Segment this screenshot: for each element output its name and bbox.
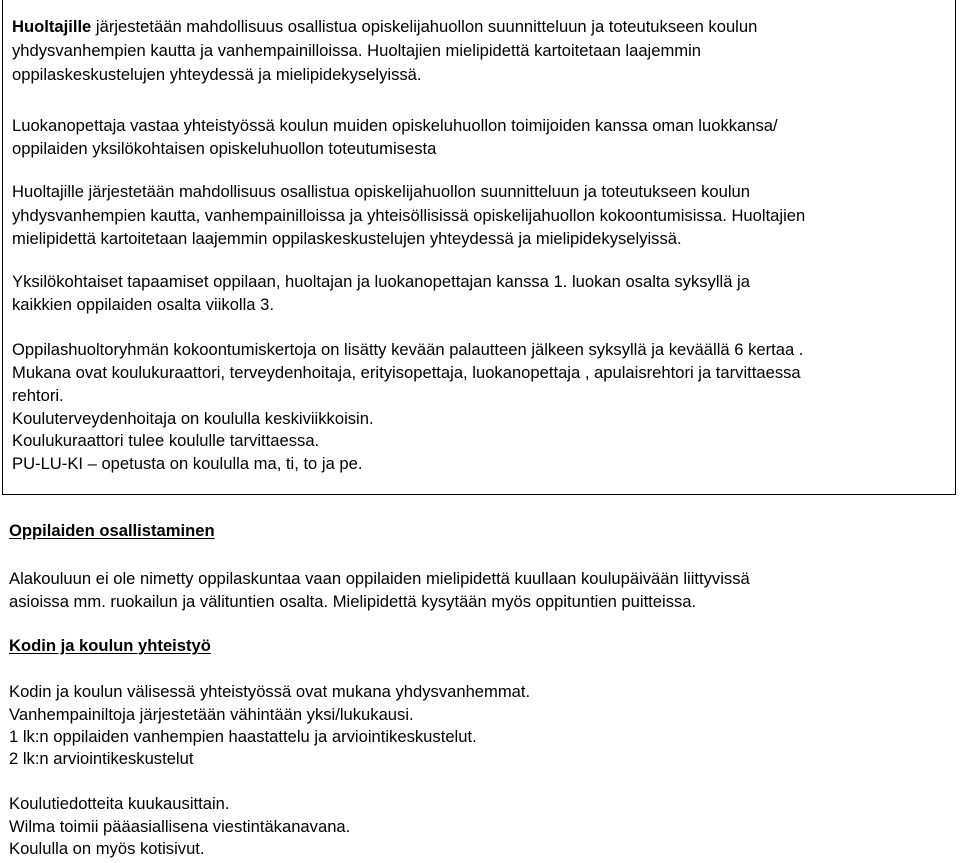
line-text: järjestetään mahdollisuus osallistua opiskelijahuollon suunnitteluun ja toteutukseen koulun <box>91 17 758 36</box>
section-heading-participation: Oppilaiden osallistaminen <box>9 521 215 540</box>
box-line-14: Kouluterveydenhoitaja on koululla keskiviikkoisin. <box>12 409 374 428</box>
home-school-line-3: 1 lk:n oppilaiden vanhempien haastattelu ja arviointikeskustelut. <box>9 727 477 746</box>
box-line-3: oppilaskeskustelujen yhteydessä ja mielipidekyselyissä. <box>12 65 422 84</box>
box-line-5: oppilaiden yksilökohtaisen opiskeluhuollon toteutumisesta <box>12 139 437 158</box>
box-line-8: mielipidettä kartoitetaan laajemmin oppilaskeskustelujen yhteydessä ja mielipidekyselyissä. <box>12 229 682 248</box>
box-line-9: Yksilökohtaiset tapaamiset oppilaan, huoltajan ja luokanopettajan kanssa 1. luokan osalta syksyllä ja <box>12 272 750 291</box>
box-line-6: Huoltajille järjestetään mahdollisuus osallistua opiskelijahuollon suunnitteluun ja toteutukseen koulun <box>12 182 750 201</box>
box-line-4: Luokanopettaja vastaa yhteistyössä koulun muiden opiskeluhuollon toimijoiden kanssa oman luokkansa/ <box>12 116 778 135</box>
home-school-line-7: Koululla on myös kotisivut. <box>9 839 205 858</box>
box-line-7: yhdysvanhempien kautta, vanhempainilloissa ja yhteisöllisissä opiskelijahuollon kokoontumisissa. Huoltajien <box>12 206 806 225</box>
box-line-13: rehtori. <box>12 386 64 405</box>
box-line-16: PU-LU-KI – opetusta on koululla ma, ti, to ja pe. <box>12 454 363 473</box>
home-school-line-2: Vanhempainiltoja järjestetään vähintään yksi/lukukausi. <box>9 705 414 724</box>
box-line-11: Oppilashuoltoryhmän kokoontumiskertoja on lisätty kevään palautteen jälkeen syksyllä ja keväällä 6 kertaa . <box>12 340 804 359</box>
box-line-10: kaikkien oppilaiden osalta viikolla 3. <box>12 295 274 314</box>
home-school-line-6: Wilma toimii pääasiallisena viestintäkanavana. <box>9 817 351 836</box>
box-line-1 <box>12 17 757 37</box>
home-school-line-4: 2 lk:n arviointikeskustelut <box>9 749 194 768</box>
participation-line-2: asioissa mm. ruokailun ja välituntien osalta. Mielipidettä kysytään myös oppituntien puitteissa. <box>9 592 697 611</box>
bordered-text-box <box>2 0 956 495</box>
box-line-15: Koulukuraattori tulee koululle tarvittaessa. <box>12 431 320 450</box>
bold-lead-word: Huoltajille <box>12 17 92 36</box>
home-school-line-1: Kodin ja koulun välisessä yhteistyössä ovat mukana yhdysvanhemmat. <box>9 682 531 701</box>
home-school-line-5: Koulutiedotteita kuukausittain. <box>9 794 230 813</box>
participation-line-1: Alakouluun ei ole nimetty oppilaskuntaa vaan oppilaiden mielipidettä kuullaan koulupäivään liittyvissä <box>9 569 750 588</box>
box-line-12: Mukana ovat koulukuraattori, terveydenhoitaja, erityisopettaja, luokanopettaja , apulaisrehtori ja tarvittaessa <box>12 363 801 382</box>
box-line-2: yhdysvanhempien kautta ja vanhempainilloissa. Huoltajien mielipidettä kartoitetaan laajemmin <box>12 41 702 60</box>
section-heading-home-school: Kodin ja koulun yhteistyö <box>9 636 211 655</box>
